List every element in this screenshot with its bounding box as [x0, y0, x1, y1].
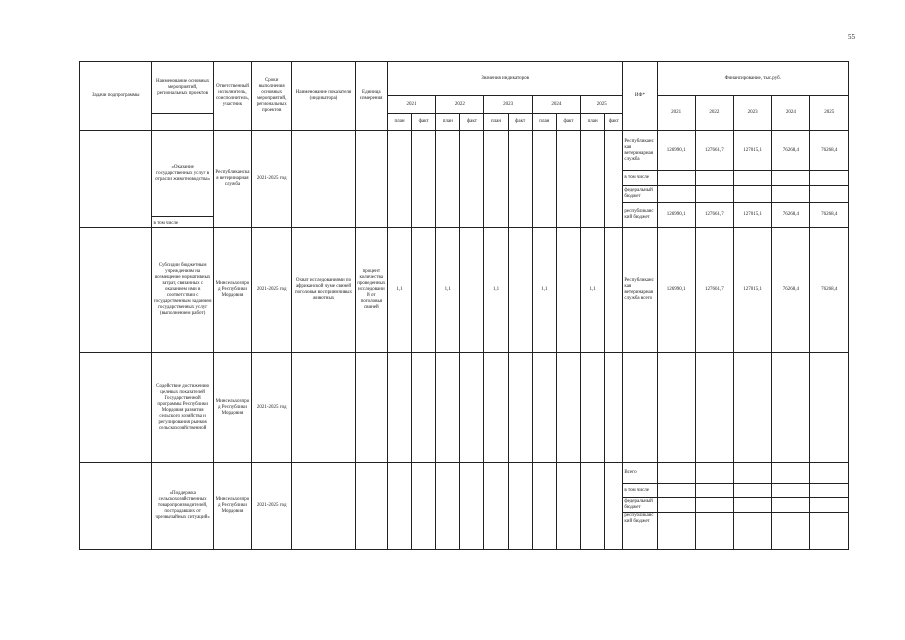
deadlines-cell: 2021-2025 год — [252, 353, 292, 463]
value-cell: 1,1 — [581, 228, 605, 353]
fin-value — [695, 353, 733, 463]
plan-2025: план — [581, 114, 605, 131]
plan-2023: план — [484, 114, 508, 131]
value-cell — [412, 353, 436, 463]
fin-value — [772, 513, 810, 550]
fin-value — [810, 484, 849, 498]
indicator-cell — [292, 463, 355, 550]
fact-2021: факт — [412, 114, 436, 131]
measure-cell: «Оказание государственных услуг в отрасли животноводства» — [152, 131, 213, 217]
value-cell — [605, 353, 623, 463]
task-cell — [80, 463, 152, 550]
fin-value — [772, 353, 810, 463]
fin-value — [657, 171, 695, 186]
executor-cell: Минсельхозпрод Республики Мордовия — [213, 228, 251, 353]
fin-value: 76268,4 — [810, 131, 849, 171]
header-year-2025: 2025 — [581, 96, 623, 114]
fin-value — [810, 353, 849, 463]
value-cell — [412, 228, 436, 353]
fin-year-2021: 2021 — [657, 96, 695, 131]
fin-value: 127015,1 — [734, 131, 772, 171]
task-cell — [80, 353, 152, 463]
fin-source: Республиканская ветеринарная служба — [623, 131, 657, 171]
fin-value — [695, 171, 733, 186]
fin-value: 76268,4 — [810, 228, 849, 353]
value-cell — [508, 131, 532, 228]
deadlines-cell: 2021-2025 год — [252, 228, 292, 353]
header-financing: Финансирование, тыс.руб. — [657, 62, 848, 96]
fin-value — [810, 513, 849, 550]
unit-cell — [355, 131, 387, 228]
value-cell: 1,1 — [532, 228, 556, 353]
fin-value — [734, 513, 772, 550]
fin-value — [810, 498, 849, 513]
indicator-cell — [292, 131, 355, 228]
fin-year-2024: 2024 — [772, 96, 810, 131]
task-text-cell: Содействие достижению целевых показателей Государственной программы Республики Мордовия развития сельского хозяйства и регулирования рынков сельскохозяйственной — [152, 353, 213, 463]
measure-sub-label: в том числе — [152, 217, 213, 228]
plan-2021: план — [387, 114, 411, 131]
fact-2023: факт — [508, 114, 532, 131]
header-indicator-name: Наименование показателя (индикатора) — [292, 62, 355, 131]
header-year-2022: 2022 — [436, 96, 484, 114]
value-cell — [387, 463, 411, 550]
fin-value — [772, 463, 810, 484]
fact-2025: факт — [605, 114, 623, 131]
value-cell — [508, 463, 532, 550]
measure-cell: Субсидии бюджетным учреждениям на возмещение нормативных затрат, связанных с оказанием ими в соответствии с государственным заданием государственных услуг (выполнением работ) — [152, 228, 213, 353]
value-cell — [532, 463, 556, 550]
value-cell — [436, 463, 460, 550]
fin-value — [695, 463, 733, 484]
fin-value — [695, 498, 733, 513]
header-deadlines: Сроки выполнения основных мероприятий, региональных проектов — [252, 62, 292, 131]
value-cell — [605, 131, 623, 228]
fin-year-2023: 2023 — [734, 96, 772, 131]
measure-cell: «Поддержка сельскохозяйственных товаропроизводителей, пострадавших от чрезвычайных ситуаций» — [152, 463, 213, 550]
value-cell — [508, 228, 532, 353]
value-cell — [581, 463, 605, 550]
plan-2022: план — [436, 114, 460, 131]
fin-source — [623, 353, 657, 463]
executor-cell: Минсельхозпрод Республики Мордовия — [213, 353, 251, 463]
fin-source: в том числе — [623, 171, 657, 186]
fin-value: 127661,7 — [695, 203, 733, 228]
fin-source: Всего — [623, 463, 657, 484]
header-executor: Ответственный исполнитель, соисполнитель, участник — [213, 62, 251, 131]
header-measures: Наименование основных мероприятий, региональных проектов — [152, 62, 213, 114]
value-cell — [581, 353, 605, 463]
fin-value — [734, 353, 772, 463]
value-cell — [556, 353, 580, 463]
value-cell — [556, 228, 580, 353]
fin-value — [695, 484, 733, 498]
value-cell — [484, 463, 508, 550]
value-cell — [556, 131, 580, 228]
executor-cell: Республиканская ветеринарная служба — [213, 131, 251, 228]
header-indicator-values: Значения индикаторов — [387, 62, 622, 96]
deadlines-cell: 2021-2025 год — [252, 463, 292, 550]
header-if: ИФ* — [623, 62, 657, 131]
plan-2024: план — [532, 114, 556, 131]
value-cell: 1,1 — [436, 228, 460, 353]
fin-value: 127661,7 — [695, 228, 733, 353]
fin-value: 76268,4 — [772, 203, 810, 228]
fin-source: федеральный бюджет — [623, 186, 657, 203]
value-cell — [436, 131, 460, 228]
fin-year-2022: 2022 — [695, 96, 733, 131]
task-cell — [80, 131, 152, 228]
executor-cell: Минсельхозпрод Республики Мордовия — [213, 463, 251, 550]
fin-value — [657, 513, 695, 550]
fin-value — [695, 186, 733, 203]
page-number: 55 — [848, 33, 855, 41]
value-cell — [460, 131, 484, 228]
value-cell — [605, 463, 623, 550]
fin-value — [734, 171, 772, 186]
value-cell — [532, 353, 556, 463]
value-cell — [436, 353, 460, 463]
unit-cell — [355, 353, 387, 463]
header-year-2024: 2024 — [532, 96, 580, 114]
value-cell — [460, 353, 484, 463]
fact-2022: факт — [460, 114, 484, 131]
fin-value — [657, 353, 695, 463]
fin-value — [734, 498, 772, 513]
fin-value: 126990,1 — [657, 131, 695, 171]
header-year-2023: 2023 — [484, 96, 532, 114]
value-cell — [532, 131, 556, 228]
value-cell — [581, 131, 605, 228]
fin-value — [657, 463, 695, 484]
fin-value — [810, 186, 849, 203]
fin-value: 126990,1 — [657, 203, 695, 228]
fin-value: 76268,4 — [772, 228, 810, 353]
fin-year-2025: 2025 — [810, 96, 849, 131]
fin-value — [657, 498, 695, 513]
value-cell — [508, 353, 532, 463]
fin-value: 127661,7 — [695, 131, 733, 171]
fin-value — [657, 186, 695, 203]
value-cell — [556, 463, 580, 550]
indicator-cell — [292, 353, 355, 463]
value-cell: 1,1 — [387, 228, 411, 353]
fin-value — [772, 186, 810, 203]
value-cell — [484, 353, 508, 463]
fin-value: 127015,1 — [734, 228, 772, 353]
value-cell — [460, 228, 484, 353]
task-cell — [80, 228, 152, 353]
fin-value — [810, 463, 849, 484]
fin-value — [734, 484, 772, 498]
fin-value — [734, 186, 772, 203]
header-tasks: Задачи подпрограммы — [80, 62, 152, 131]
fact-2024: факт — [556, 114, 580, 131]
fin-source: федеральный бюджет — [623, 498, 657, 513]
value-cell — [387, 131, 411, 228]
header-year-2021: 2021 — [387, 96, 435, 114]
indicator-cell: Охват исследованиями по африканской чуме свиней поголовья восприимчивых животных — [292, 228, 355, 353]
value-cell — [412, 131, 436, 228]
value-cell — [484, 131, 508, 228]
value-cell: 1,1 — [484, 228, 508, 353]
fin-value — [657, 484, 695, 498]
unit-cell: процент количества проведенных исследований от поголовья свиней — [355, 228, 387, 353]
fin-value: 127015,1 — [734, 203, 772, 228]
fin-value — [810, 171, 849, 186]
fin-source: в том числе — [623, 484, 657, 498]
deadlines-cell: 2021-2025 год — [252, 131, 292, 228]
fin-value: 126990,1 — [657, 228, 695, 353]
header-unit: Единица измерения — [355, 62, 387, 131]
value-cell — [460, 463, 484, 550]
fin-value — [734, 463, 772, 484]
fin-source: республиканский бюджет — [623, 513, 657, 550]
fin-value — [772, 484, 810, 498]
fin-source: республиканский бюджет — [623, 203, 657, 228]
fin-value — [772, 171, 810, 186]
fin-source: Республиканская ветеринарная служба всего — [623, 228, 657, 353]
value-cell — [605, 228, 623, 353]
fin-value — [772, 498, 810, 513]
unit-cell — [355, 463, 387, 550]
value-cell — [387, 353, 411, 463]
value-cell — [412, 463, 436, 550]
header-measures-blank — [152, 114, 213, 131]
fin-value: 76268,4 — [772, 131, 810, 171]
indicators-table — [79, 61, 849, 550]
fin-value — [695, 513, 733, 550]
fin-value: 76268,4 — [810, 203, 849, 228]
